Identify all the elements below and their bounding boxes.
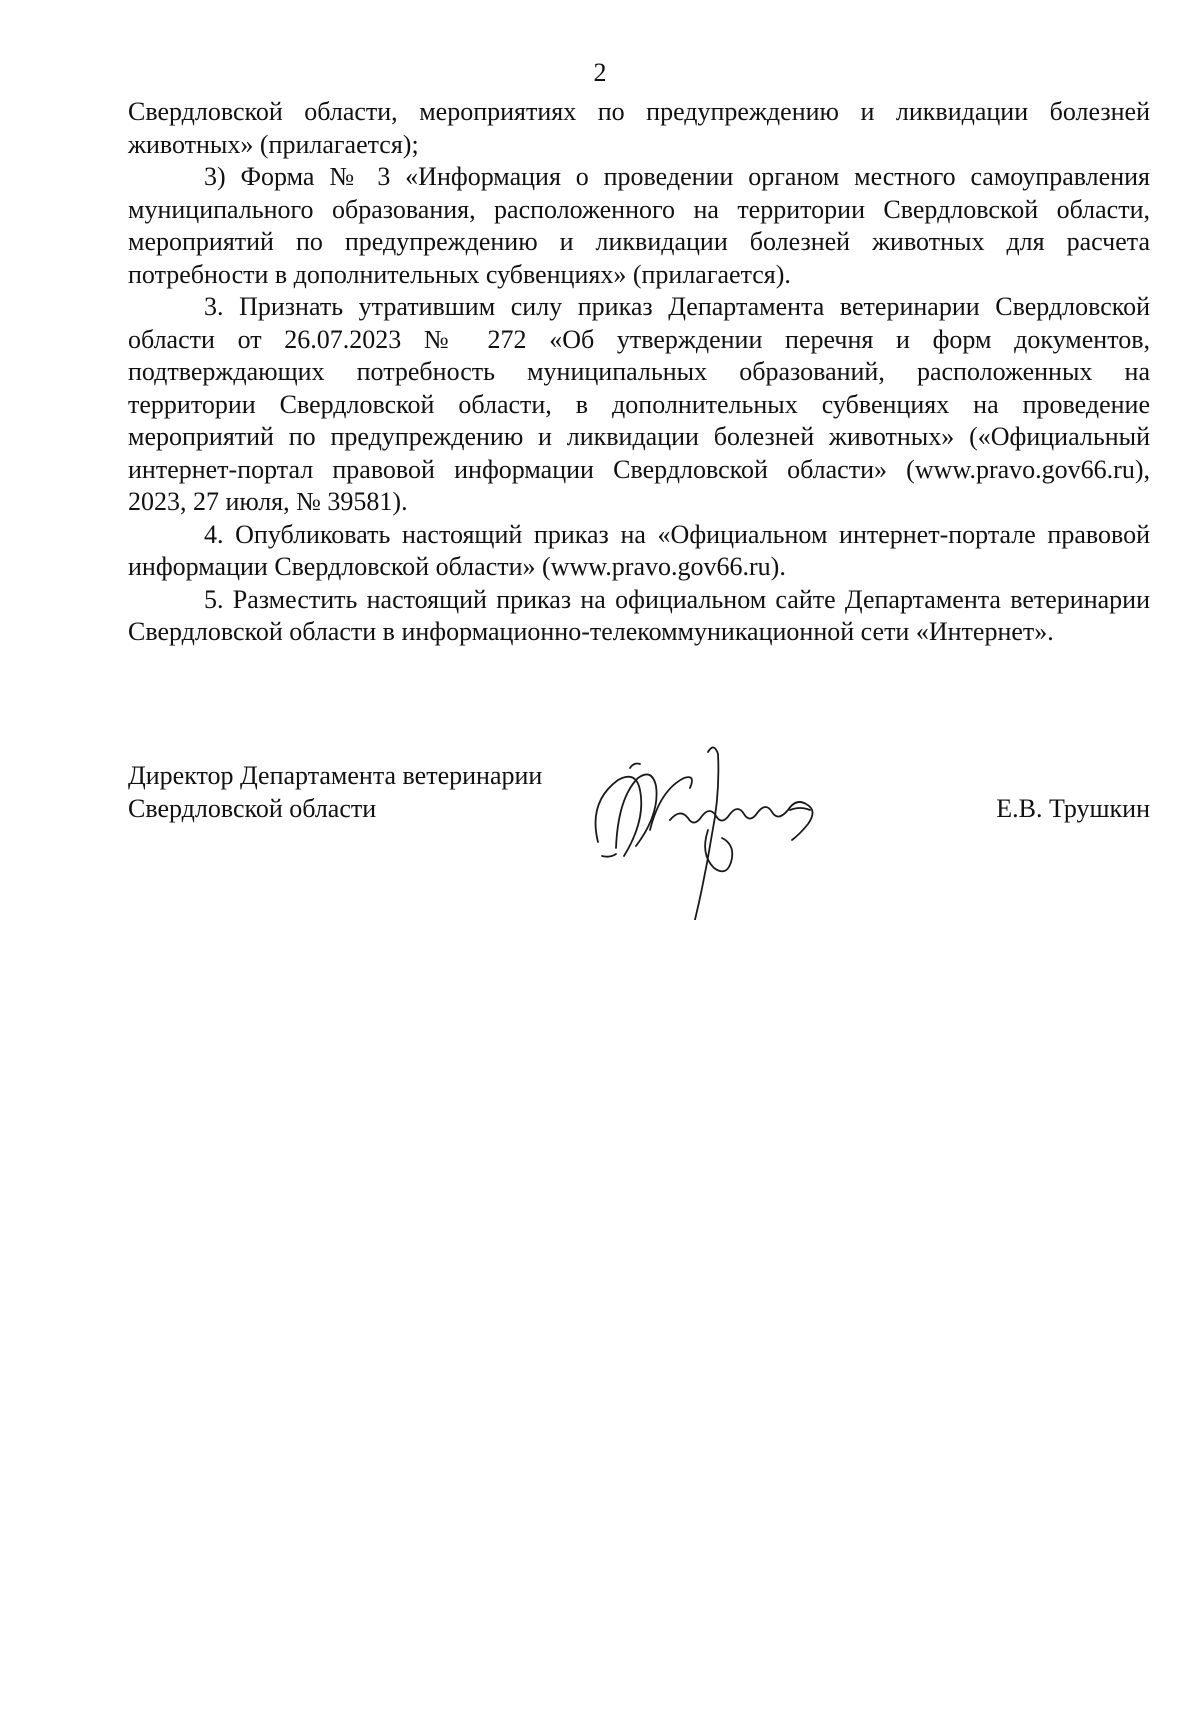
signer-title-line-2: Свердловской области bbox=[128, 793, 377, 823]
signature-block bbox=[128, 760, 1150, 920]
paragraph-item-4: 4. Опубликовать настоящий приказ на «Официальном интернет-портале правовой информации Свердловской области» (www.pravo.gov66.ru). bbox=[128, 519, 1150, 581]
signer-name: Е.В. Трушкин bbox=[996, 793, 1150, 823]
handwritten-signature-icon bbox=[558, 720, 878, 920]
paragraph-form-3: 3) Форма № 3 «Информация о проведении органом местного самоуправления муниципального образования, расположенного на территории Свердловской области, мероприятий по предупреждению и ликвидации болезней животных для расчета потребности в дополнительных субвенциях» (прилагается). bbox=[128, 162, 1150, 289]
signer-title-line-1: Директор Департамента ветеринарии bbox=[128, 761, 543, 790]
signer-title bbox=[128, 760, 542, 825]
document-body bbox=[128, 96, 1150, 649]
paragraph-item-3: 3. Признать утратившим силу приказ Департамента ветеринарии Свердловской области от 26.07.2023 № 272 «Об утверждении перечня и форм документов, подтверждающих потребность муниципальных образований, расположенных на территории Свердловской области, в дополнительных субвенциях на проведение мероприятий по предупреждению и ликвидации болезней животных» («Официальный интернет-портал правовой информации Свердловской области» (www.pravo.gov66.ru), 2023, 27 июля, № 39581). bbox=[128, 292, 1150, 516]
paragraph-continuation: Свердловской области, мероприятиях по предупреждению и ликвидации болезней животных» (прилагается); bbox=[128, 97, 1150, 159]
page-number: 2 bbox=[593, 58, 607, 87]
paragraph-item-5: 5. Разместить настоящий приказ на официальном сайте Департамента ветеринарии Свердловской области в информационно-телекоммуникационной сети «Интернет». bbox=[128, 584, 1150, 646]
